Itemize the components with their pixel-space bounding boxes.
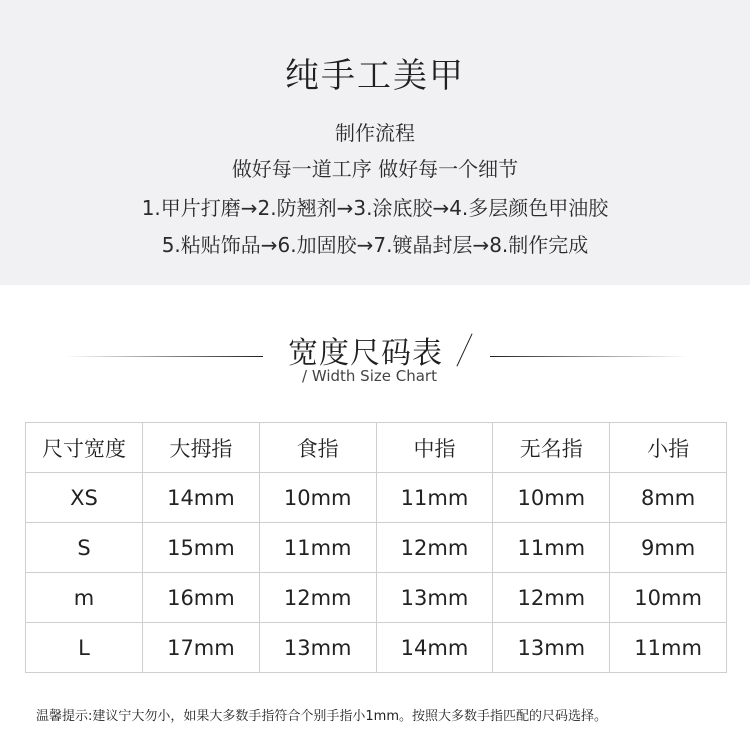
table-cell: 9mm — [610, 523, 727, 573]
size-label-cell: XS — [26, 473, 143, 523]
size-label-cell: S — [26, 523, 143, 573]
size-chart-title: 宽度尺码表 — [288, 336, 443, 371]
sizing-tip: 温馨提示:建议宁大勿小，如果大多数手指符合个别手指小1mm。按照大多数手指匹配的尺码选择。 — [36, 709, 607, 724]
table-cell: 13mm — [259, 623, 376, 673]
table-cell: 12mm — [259, 573, 376, 623]
process-steps-line-2: 5.粘贴饰品→6.加固胶→7.镀晶封层→8.制作完成 — [161, 233, 589, 257]
table-row — [26, 523, 727, 573]
header-cell: 大拇指 — [143, 423, 260, 473]
table-cell: 11mm — [493, 523, 610, 573]
table-cell: 10mm — [610, 573, 727, 623]
table-cell: 14mm — [376, 623, 493, 673]
brand-title: 纯手工美甲 — [285, 56, 465, 96]
size-chart-header — [0, 320, 750, 390]
process-slogan: 做好每一道工序 做好每一个细节 — [231, 157, 519, 181]
table-header-row — [26, 423, 727, 473]
table-cell: 12mm — [376, 523, 493, 573]
table-cell: 16mm — [143, 573, 260, 623]
table-cell: 8mm — [610, 473, 727, 523]
right-divider — [490, 356, 688, 357]
table-row — [26, 623, 727, 673]
header-cell: 无名指 — [493, 423, 610, 473]
size-table — [25, 422, 727, 673]
process-steps-line-1: 1.甲片打磨→2.防翘剂→3.涂底胶→4.多层颜色甲油胶 — [141, 196, 609, 220]
table-row — [26, 573, 727, 623]
slash-decoration — [456, 333, 472, 366]
header-cell: 中指 — [376, 423, 493, 473]
table-cell: 11mm — [610, 623, 727, 673]
table-cell: 11mm — [376, 473, 493, 523]
size-label-cell: m — [26, 573, 143, 623]
intro-panel — [0, 0, 750, 285]
left-divider — [65, 356, 263, 357]
process-heading: 制作流程 — [335, 121, 415, 145]
table-cell: 13mm — [376, 573, 493, 623]
table-cell: 14mm — [143, 473, 260, 523]
table-row — [26, 473, 727, 523]
table-cell: 13mm — [493, 623, 610, 673]
table-cell: 10mm — [493, 473, 610, 523]
table-cell: 11mm — [259, 523, 376, 573]
header-cell: 食指 — [259, 423, 376, 473]
table-cell: 10mm — [259, 473, 376, 523]
table-cell: 12mm — [493, 573, 610, 623]
table-cell: 15mm — [143, 523, 260, 573]
size-label-cell: L — [26, 623, 143, 673]
header-cell: 尺寸宽度 — [26, 423, 143, 473]
header-cell: 小指 — [610, 423, 727, 473]
size-chart-subtitle: / Width Size Chart — [302, 367, 437, 385]
table-cell: 17mm — [143, 623, 260, 673]
